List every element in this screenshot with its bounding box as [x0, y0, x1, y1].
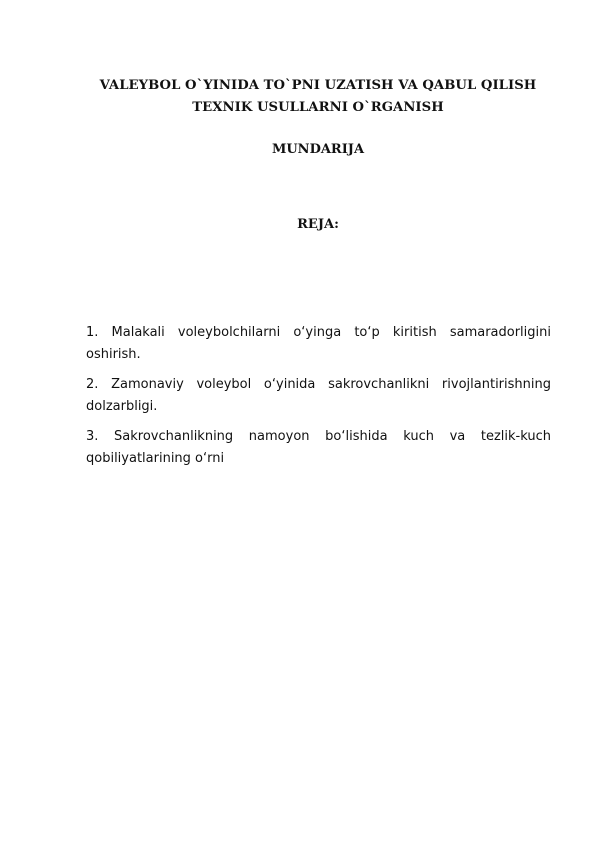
- title-line-2: TEXNIK USULLARNI O`RGANISH: [192, 100, 444, 115]
- plan-heading: REJA:: [297, 217, 339, 232]
- plan-item-2: 2. Zamonaviy voleybol o‘yinida sakrovchanlikni rivojlantirishning dolzarbligi.: [86, 377, 551, 414]
- plan-list: [86, 322, 551, 478]
- contents-heading: MUNDARIJA: [271, 142, 365, 157]
- plan-item-3: 3. Sakrovchanlikning namoyon bo‘lishida kuch va tezlik-kuch qobiliyatlarining o‘rni: [86, 429, 551, 466]
- title-line-1: VALEYBOL O`YINIDA TO`PNI UZATISH VA QABUL QILISH: [99, 78, 537, 93]
- document-title: [70, 75, 566, 119]
- plan-item-1: 1. Malakali voleybolchilarni o‘yinga to‘p kiritish samaradorligini oshirish.: [86, 325, 551, 362]
